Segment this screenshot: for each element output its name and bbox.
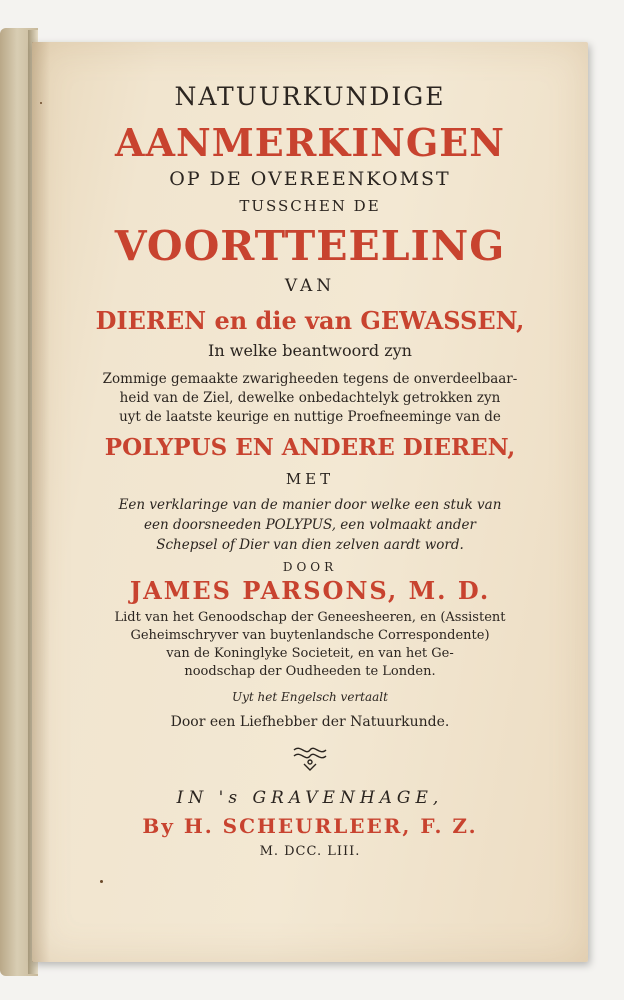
imprint-year: M. DCC. LIII. [259,844,361,859]
paragraph-1-line-1: Zommige gemaakte zwarigheeden tegens de onverdeelbaar- [102,371,518,387]
imprint-publisher: By H. SCHEURLEER, F. Z. [142,814,478,838]
paragraph-2-line-2: een doorsneeden POLYPUS, een volmaakt ander [144,517,476,533]
title-line-8: In welke beantwoord zyn [208,341,412,360]
paragraph-3-line-1: Lidt van het Genoodschap der Geneesheeren, en (Assistent [114,610,506,625]
paragraph-3-line-4: noodschap der Oudheeden te Londen. [184,664,436,679]
paragraph-1-line-3: uyt de laatste keurige en nuttige Proefneeminge van de [119,409,501,425]
title-line-4: TUSSCHEN DE [239,197,381,215]
title-line-2: AANMERKINGEN [115,120,505,165]
translator-line: Door een Liefhebber der Natuurkunde. [170,714,450,730]
imprint-place: IN 's GRAVENHAGE, [176,788,444,808]
printers-ornament-icon [290,742,330,774]
translated-note: Uyt het Engelsch vertaalt [232,690,388,704]
paragraph-2-line-1: Een verklaringe van de manier door welke een stuk van [118,497,502,513]
title-line-5: VOORTTEELING [114,222,506,270]
foxing-spot [40,102,42,104]
paragraph-3-line-2: Geheimschryver van buytenlandsche Correspondente) [130,628,490,643]
title-line-7: DIEREN en die van GEWASSEN, [95,306,525,335]
foxing-spot [100,880,103,883]
title-line-6: VAN [284,276,336,296]
title-line-1: NATUURKUNDIGE [174,82,446,111]
title-line-9: POLYPUS EN ANDERE DIEREN, [104,434,516,461]
title-line-11: DOOR [282,560,338,574]
paragraph-1-line-2: heid van de Ziel, dewelke onbedachtelyk getrokken zyn [119,390,501,406]
author-name: JAMES PARSONS, M. D. [129,576,491,605]
paragraph-2-line-3: Schepsel of Dier van dien zelven aardt word. [156,537,464,553]
paragraph-3-line-3: van de Koninglyke Societeit, en van het Ge- [166,646,454,661]
title-line-3: OP DE OVEREENKOMST [169,168,451,190]
title-line-10: MET [285,470,335,488]
